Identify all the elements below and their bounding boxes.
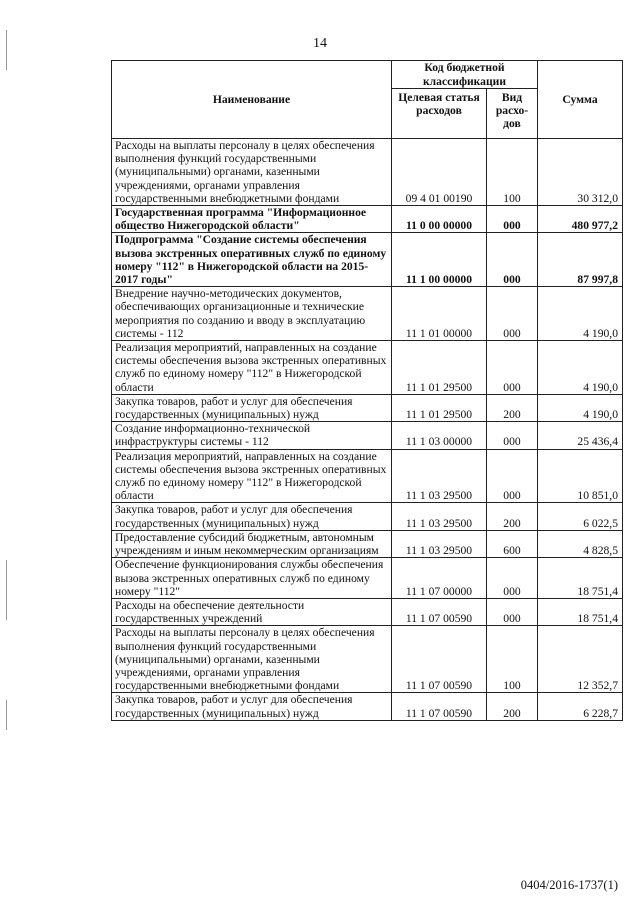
- header-name: Наименование: [112, 61, 392, 139]
- row-target-article: 11 1 01 00000: [392, 287, 487, 341]
- row-expense-type: 200: [487, 503, 538, 530]
- row-name: Реализация мероприятий, направленных на создание системы обеспечения вызова экстренных оперативных служб по единому номеру "112" в Нижегородской области: [112, 341, 392, 395]
- row-target-article: 11 1 01 29500: [392, 341, 487, 395]
- table-row: [112, 530, 623, 557]
- header-sum: Сумма: [538, 61, 623, 139]
- table-row: [112, 233, 623, 287]
- row-target-article: 11 1 03 29500: [392, 449, 487, 503]
- row-name: Обеспечение функционирования службы обеспечения вызова экстренных оперативных служб по единому номеру "112": [112, 558, 392, 599]
- row-sum: 18 751,4: [538, 598, 623, 625]
- budget-table: [111, 60, 623, 721]
- row-expense-type: 000: [487, 287, 538, 341]
- row-sum: 6 022,5: [538, 503, 623, 530]
- page-number: 14: [313, 36, 327, 51]
- table-row: [112, 598, 623, 625]
- row-name: Реализация мероприятий, направленных на создание системы обеспечения вызова экстренных оперативных служб по единому номеру "112" в Нижегородской области: [112, 449, 392, 503]
- row-sum: 480 977,2: [538, 206, 623, 233]
- row-name: Подпрограмма "Создание системы обеспечения вызова экстренных оперативных служб по единому номеру "112" в Нижегородской области на 2015-2017 годы": [112, 233, 392, 287]
- row-name: Закупка товаров, работ и услуг для обеспечения государственных (муниципальных) нужд: [112, 503, 392, 530]
- row-sum: 4 828,5: [538, 530, 623, 557]
- margin-mark: [6, 700, 7, 730]
- row-sum: 87 997,8: [538, 233, 623, 287]
- table-row: [112, 422, 623, 449]
- table-body: [112, 139, 623, 721]
- row-expense-type: 000: [487, 422, 538, 449]
- row-expense-type: 000: [487, 449, 538, 503]
- table-row: [112, 449, 623, 503]
- row-sum: 30 312,0: [538, 139, 623, 206]
- table-row: [112, 341, 623, 395]
- row-sum: 10 851,0: [538, 449, 623, 503]
- row-sum: 18 751,4: [538, 558, 623, 599]
- row-expense-type: 000: [487, 233, 538, 287]
- table-row: [112, 206, 623, 233]
- row-target-article: 11 1 03 29500: [392, 530, 487, 557]
- table-row: [112, 287, 623, 341]
- row-target-article: 11 1 01 29500: [392, 394, 487, 421]
- row-target-article: 11 1 03 29500: [392, 503, 487, 530]
- row-expense-type: 000: [487, 598, 538, 625]
- row-name: Расходы на выплаты персоналу в целях обеспечения выполнения функций государственными (муниципальными) органами, казенными учреждениями, органами управления государственными внебюджетными фондами: [112, 139, 392, 206]
- table-row: [112, 693, 623, 720]
- table-row: [112, 394, 623, 421]
- row-target-article: 09 4 01 00190: [392, 139, 487, 206]
- row-target-article: 11 1 07 00590: [392, 626, 487, 693]
- row-expense-type: 200: [487, 394, 538, 421]
- row-expense-type: 100: [487, 139, 538, 206]
- header-budget-code: Код бюджетной классификации: [392, 61, 538, 89]
- row-expense-type: 600: [487, 530, 538, 557]
- row-target-article: 11 0 00 00000: [392, 206, 487, 233]
- row-name: Внедрение научно-методических документов, обеспечивающих организационные и технические мероприятия по созданию и вводу в эксплуатацию системы - 112: [112, 287, 392, 341]
- row-target-article: 11 1 07 00000: [392, 558, 487, 599]
- header-expense-type: Вид расхо- дов: [487, 89, 538, 139]
- row-sum: 12 352,7: [538, 626, 623, 693]
- row-name: Создание информационно-технической инфраструктуры системы - 112: [112, 422, 392, 449]
- document-number: 0404/2016-1737(1): [520, 878, 618, 892]
- row-name: Предоставление субсидий бюджетным, автономным учреждениям и иным некоммерческим организациям: [112, 530, 392, 557]
- row-target-article: 11 1 00 00000: [392, 233, 487, 287]
- row-sum: 4 190,0: [538, 394, 623, 421]
- row-name: Закупка товаров, работ и услуг для обеспечения государственных (муниципальных) нужд: [112, 394, 392, 421]
- table-row: [112, 626, 623, 693]
- table-row: [112, 139, 623, 206]
- row-sum: 25 436,4: [538, 422, 623, 449]
- row-name: Расходы на выплаты персоналу в целях обеспечения выполнения функций государственными (муниципальными) органами, казенными учреждениями, органами управления государственными внебюджетными фондами: [112, 626, 392, 693]
- row-expense-type: 200: [487, 693, 538, 720]
- row-sum: 4 190,0: [538, 287, 623, 341]
- row-sum: 4 190,0: [538, 341, 623, 395]
- table-row: [112, 503, 623, 530]
- margin-mark: [6, 30, 7, 70]
- row-target-article: 11 1 03 00000: [392, 422, 487, 449]
- row-target-article: 11 1 07 00590: [392, 693, 487, 720]
- header-target-article: Целевая статья расходов: [392, 89, 487, 139]
- row-name: Государственная программа "Информационное общество Нижегородской области": [112, 206, 392, 233]
- row-expense-type: 000: [487, 206, 538, 233]
- row-name: Расходы на обеспечение деятельности государственных учреждений: [112, 598, 392, 625]
- margin-mark: [6, 560, 7, 620]
- row-expense-type: 000: [487, 558, 538, 599]
- row-sum: 6 228,7: [538, 693, 623, 720]
- table-row: [112, 558, 623, 599]
- row-expense-type: 000: [487, 341, 538, 395]
- row-expense-type: 100: [487, 626, 538, 693]
- row-name: Закупка товаров, работ и услуг для обеспечения государственных (муниципальных) нужд: [112, 693, 392, 720]
- row-target-article: 11 1 07 00590: [392, 598, 487, 625]
